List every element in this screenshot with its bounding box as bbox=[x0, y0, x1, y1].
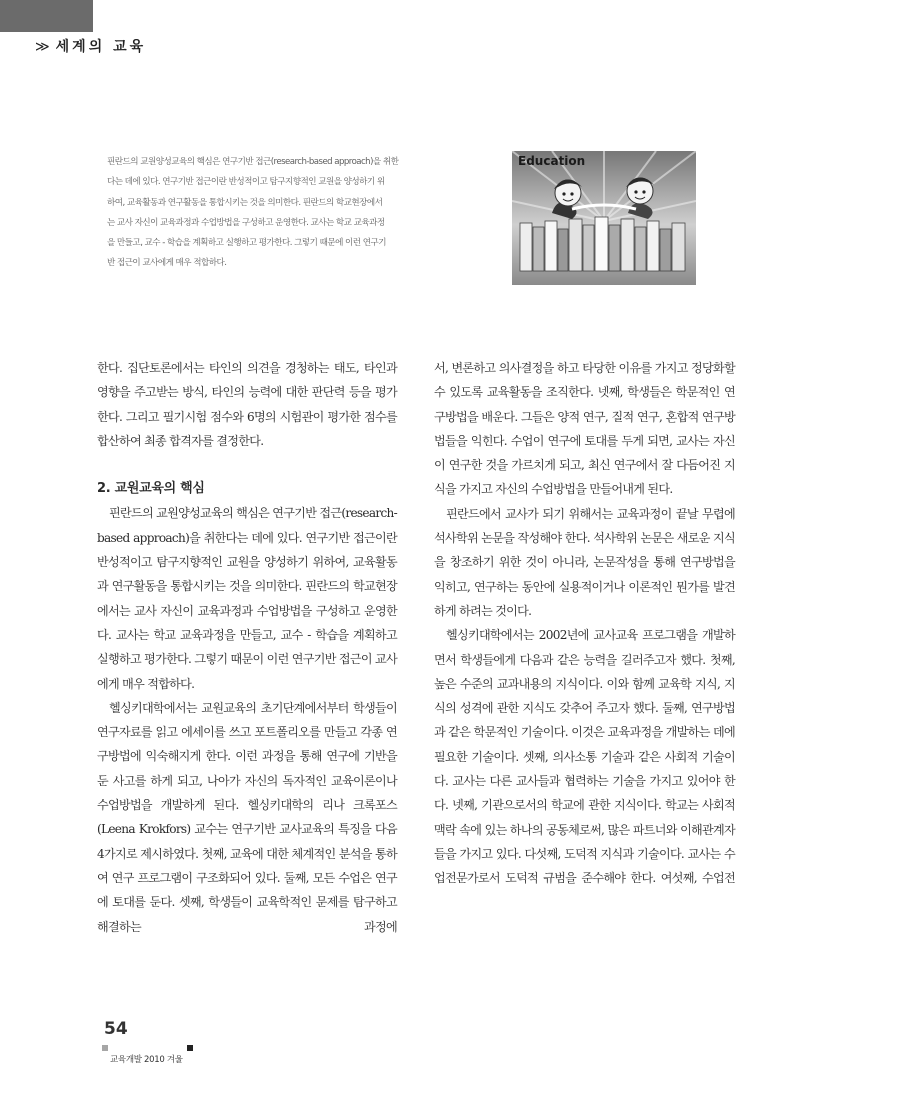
footer-square-light bbox=[102, 1045, 108, 1051]
pull-quote-line: 다는 데에 있다. 연구기반 접근이란 반성적이고 탐구지향적인 교원을 양성하기 위 bbox=[107, 177, 385, 188]
section-heading: 2. 교원교육의 핵심 bbox=[97, 481, 205, 497]
body-paragraph: 헬싱키대학에서는 2002년에 교사교육 프로그램을 개발하면서 학생들에게 다음과 같은 능력을 길러주고자 했다. 첫째, 높은 수준의 교과내용의 지식이다. 이와 함께 교육학 지식, 지식의 성격에 관한 지식도 갖추어 주고자 했다. 둘째, 연구방법과 같은 학문적인 기술이다. 이것은 교육과정을 개발하는 데에 필요한 기술이다. 셋째, 의사소통 기술과 같은 사회적 기술이다. 교사는 다른 교사들과 협력하는 기술을 가지고 있어야 한다. 넷째, 기관으로서의 학교에 관한 지식이다. 학교는 사회적 맥락 속에 있는 하나의 공동체로써, 많은 파트너와 이해관계자들을 가지고 있다. 다섯째, 도덕적 지식과 기술이다. 교사는 수업전문가로서 도덕적 규범을 준수해야 한다. 여섯째, 수업전 bbox=[434, 628, 735, 886]
left-column bbox=[97, 356, 397, 939]
section-header bbox=[35, 36, 146, 56]
body-paragraph: 한다. 집단토론에서는 타인의 의견을 경청하는 태도, 타인과 영향을 주고받는 방식, 타인의 능력에 대한 판단력 등을 평가한다. 그리고 필기시험 점수와 6명의 시험관이 평가한 점수를 합산하여 최종 합격자를 결정한다. bbox=[97, 361, 397, 448]
section-title: 세계의 교육 bbox=[55, 39, 147, 55]
footer-square-dark bbox=[187, 1045, 193, 1051]
body-paragraph: 헬싱키대학에서는 교원교육의 초기단계에서부터 학생들이 연구자료를 읽고 에세이를 쓰고 포트폴리오를 만들고 각종 연구방법에 익숙해지게 한다. 이런 과정을 통해 연구에 기반을 둔 사고를 하게 되고, 나아가 자신의 독자적인 교육이론이나 수업방법을 개발하게 된다. 헬싱키대학의 리나 크록포스(Leena Krokfors) 교수는 연구기반 교사교육의 특징을 다음 4가지로 제시하였다. 첫째, 교육에 대한 체계적인 분석을 통하여 연구 프로그램이 구조화되어 있다. 둘째, 모든 수업은 연구에 토대를 둔다. 셋째, 학생들이 교육학적인 문제를 탐구하고 해결하는 과정에 bbox=[97, 700, 397, 934]
corner-tab bbox=[0, 0, 93, 32]
children-on-books-illustration bbox=[512, 151, 696, 285]
right-column bbox=[434, 356, 735, 891]
pull-quote-line: 핀란드의 교원양성교육의 핵심은 연구기반 접근(research-based approach)을 취한 bbox=[107, 157, 399, 167]
pull-quote-line: 을 만들고, 교수 - 학습을 계획하고 실행하고 평가한다. 그렇기 때문에 이런 연구기 bbox=[107, 238, 386, 249]
body-paragraph: 핀란드에서 교사가 되기 위해서는 교육과정이 끝날 무렵에 석사학위 논문을 작성해야 한다. 석사학위 논문은 새로운 지식을 창조하기 위한 것이 아니라, 논문작성을 통해 연구방법을 익히고, 연구하는 동안에 실용적이거나 이론적인 뭔가를 발견하게 하려는 것이다. bbox=[434, 506, 735, 618]
pull-quote-line: 는 교사 자신이 교육과정과 수업방법을 구성하고 운영한다. 교사는 학교 교육과정 bbox=[107, 217, 385, 228]
pull-quote-line: 하여, 교육활동과 연구활동을 통합시키는 것을 의미한다. 핀란드의 학교현장에서 bbox=[107, 197, 383, 208]
chevron-right-icon: ≫ bbox=[35, 39, 50, 55]
publication-footer: 교육개발 2010 겨울 bbox=[110, 1055, 183, 1065]
pull-quote bbox=[107, 152, 450, 274]
pull-quote-line: 반 접근이 교사에게 매우 적합하다. bbox=[107, 258, 227, 269]
illustration-caption: Education bbox=[518, 154, 586, 168]
body-paragraph: 핀란드의 교원양성교육의 핵심은 연구기반 접근(research-based approach)을 취한다는 데에 있다. 연구기반 접근이란 반성적이고 탐구지향적인 교원을 양성하기 위하여, 교육활동과 연구활동을 통합시키는 것을 의미한다. 핀란드의 학교현장에서는 교사 자신이 교육과정과 수업방법을 구성하고 운영한다. 교사는 학교 교육과정을 만들고, 교수 - 학습을 계획하고 실행하고 평가한다. 그렇기 때문이 이런 연구기반 접근이 교사에게 매우 적합하다. bbox=[97, 506, 397, 691]
body-paragraph: 서, 변론하고 의사결정을 하고 타당한 이유를 가지고 정당화할 수 있도록 교육활동을 조직한다. 넷째, 학생들은 학문적인 연구방법을 배운다. 그들은 양적 연구, 질적 연구, 혼합적 연구방법들을 익힌다. 수업이 연구에 토대를 두게 되면, 교사는 자신이 연구한 것을 가르치게 되고, 최신 연구에서 잘 다듬어진 지식을 가지고 자신의 수업방법을 만들어내게 된다. bbox=[434, 361, 735, 497]
page-number: 54 bbox=[104, 1019, 128, 1039]
